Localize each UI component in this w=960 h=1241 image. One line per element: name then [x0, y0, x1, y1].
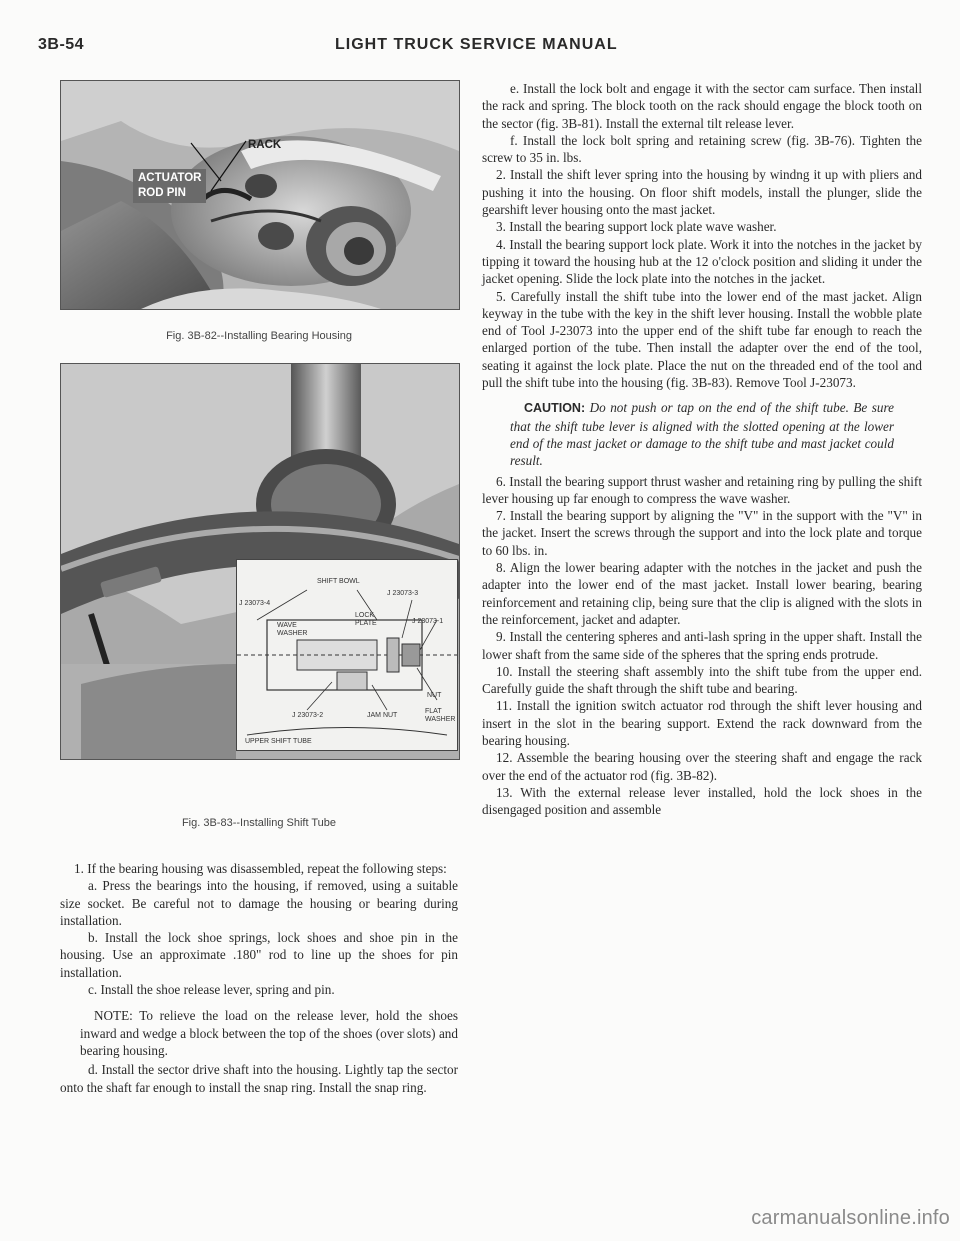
- label-nut: NUT: [427, 692, 442, 699]
- caution-label: CAUTION:: [524, 401, 586, 416]
- shift-tube-diagram-inset: [236, 559, 458, 751]
- actuator-rod-pin-label: [133, 169, 206, 203]
- label-upper-shift-tube: UPPER SHIFT TUBE: [245, 738, 312, 745]
- label-j23073-4: J 23073-4: [239, 600, 271, 607]
- paragraph: 9. Install the centering spheres and anti-lash spring in the upper shaft. Install the lower shaft from the same side of the spheres that the spring ends protrude.: [482, 629, 922, 662]
- wave-washer-line1: WAVE: [277, 622, 297, 629]
- watermark-text: carmanualsonline.info: [751, 1207, 950, 1229]
- paragraph: 1. If the bearing housing was disassembled, repeat the following steps:: [74, 861, 447, 876]
- paragraph: 5. Carefully install the shift tube into the lower end of the mast jacket. Align keyway in the tube with the key in the shift lever housing. Install the wobble plate end of Tool J-23073 into the upper end of the shift tube far enough to reach the enlarged portion of the tube. Then install the adapter over the end of the tool, seating it against the lock plate. Place the nut on the threaded end of the tool and pull the shift tube into the housing (fig. 3B-83). Remove Tool J-23073.: [482, 288, 922, 391]
- bearing-housing-illustration: [61, 81, 459, 309]
- figure-caption-3b-82: Fig. 3B-82--Installing Bearing Housing: [166, 330, 352, 342]
- label-j23073-2: J 23073-2: [292, 712, 324, 719]
- figure-caption-3b-83: Fig. 3B-83--Installing Shift Tube: [181, 817, 337, 829]
- paragraph: 7. Install the bearing support by aligning the "V" in the support with the "V" in the jacket. Insert the screws through the support and into the lock plate and torque to 60 lbs. in.: [482, 508, 922, 558]
- actuator-label-line1: ACTUATOR: [138, 172, 202, 184]
- paragraph: 11. Install the ignition switch actuator rod through the shift lever housing and insert in the slot in the bearing support. Extend the rack downward from the bearing housing.: [482, 698, 922, 748]
- page-number: 3B-54: [38, 36, 85, 53]
- label-jam-nut: JAM NUT: [367, 712, 398, 719]
- paragraph: 4. Install the bearing support lock plate. Work it into the notches in the jacket by tipping it toward the housing hub at the 12 o'clock position and sliding it under the jacket opening. Slide the lock plate into the notches in the jacket.: [482, 236, 922, 287]
- page-header: [0, 32, 960, 62]
- label-j23073-3: J 23073-3: [387, 590, 419, 597]
- paragraph: 8. Align the lower bearing adapter with the notches in the jacket and push the adapter into the lower end of the mast jacket. Install lower bearing, bearing reinforcement and retaining clip, being sure that the clip is aligned with the slots in the reinforcement, jacket and adapter.: [482, 560, 922, 627]
- paragraph: e. Install the lock bolt and engage it with the sector cam surface. Then install the rack and spring. The block tooth on the rack should engage the block tooth on the sector (fig. 3B-81). Install the external tilt release lever.: [482, 81, 922, 131]
- lock-plate-line2: PLATE: [355, 620, 377, 627]
- paragraph: 3. Install the bearing support lock plate wave washer.: [496, 219, 777, 235]
- paragraph: 12. Assemble the bearing housing over the steering shaft and engage the rack over the end of the actuator rod (fig. 3B-82).: [482, 750, 922, 783]
- flat-washer-line2: WASHER: [425, 716, 456, 723]
- rack-label: RACK: [248, 139, 282, 151]
- paragraph: 2. Install the shift lever spring into the housing by windng it up with pliers and pushing it into the housing. On floor shift models, install the plunger, slide the gearshift lever housing onto the mast jacket.: [482, 167, 922, 218]
- shift-tube-cross-section: [237, 560, 457, 750]
- label-shift-bowl: SHIFT BOWL: [317, 578, 360, 585]
- running-title: LIGHT TRUCK SERVICE MANUAL: [335, 36, 618, 53]
- paragraph: c. Install the shoe release lever, spring and pin.: [88, 982, 335, 998]
- caution-box: [510, 399, 894, 469]
- left-body-text: [60, 860, 458, 1096]
- paragraph: 6. Install the bearing support thrust washer and retaining ring by pulling the shift lever housing up far enough to compress the wave washer.: [482, 473, 922, 506]
- lock-plate-line1: LOCK: [355, 612, 375, 619]
- paragraph: a. Press the bearings into the housing, if removed, using a suitable size socket. Be careful not to damage the housing or bearing during installation.: [60, 878, 458, 928]
- label-lock-plate: [355, 612, 377, 628]
- paragraph: 13. With the external release lever installed, hold the lock shoes in the disengaged position and assemble: [482, 784, 922, 818]
- paragraph: 10. Install the steering shaft assembly into the shift tube from the upper end. Carefully guide the shaft through the shift tube and bearing.: [482, 663, 922, 697]
- wave-washer-line2: WASHER: [277, 630, 308, 637]
- label-wave-washer: [277, 622, 307, 638]
- label-flat-washer: [425, 708, 455, 724]
- flat-washer-line1: FLAT: [425, 708, 442, 715]
- paragraph: f. Install the lock bolt spring and retaining screw (fig. 3B-76). Tighten the screw to 35 in. lbs.: [482, 132, 922, 166]
- figure-bearing-housing-photo: [60, 80, 460, 310]
- figure-shift-tube-photo: [60, 363, 460, 760]
- note-paragraph: NOTE: To relieve the load on the release lever, hold the shoes inward and wedge a block between the top of the shoes (over slots) and bearing housing.: [80, 1008, 458, 1058]
- label-j23073-1: J 23073-1: [412, 618, 444, 625]
- actuator-label-line2: ROD PIN: [138, 187, 186, 199]
- paragraph: b. Install the lock shoe springs, lock shoes and shoe pin in the housing. Use an approximate .180" rod to line up the shoes for pin installation.: [60, 930, 458, 980]
- paragraph: d. Install the sector drive shaft into the housing. Lightly tap the sector onto the shaft far enough to install the snap ring. Install the snap ring.: [60, 1062, 458, 1095]
- caution-text: Do not push or tap on the end of the shift tube. Be sure that the shift tube lever is aligned with the slotted opening at the lower end of the mast jacket or damage to the shift tube and mast jacket could result.: [510, 400, 894, 469]
- right-column: [482, 80, 922, 818]
